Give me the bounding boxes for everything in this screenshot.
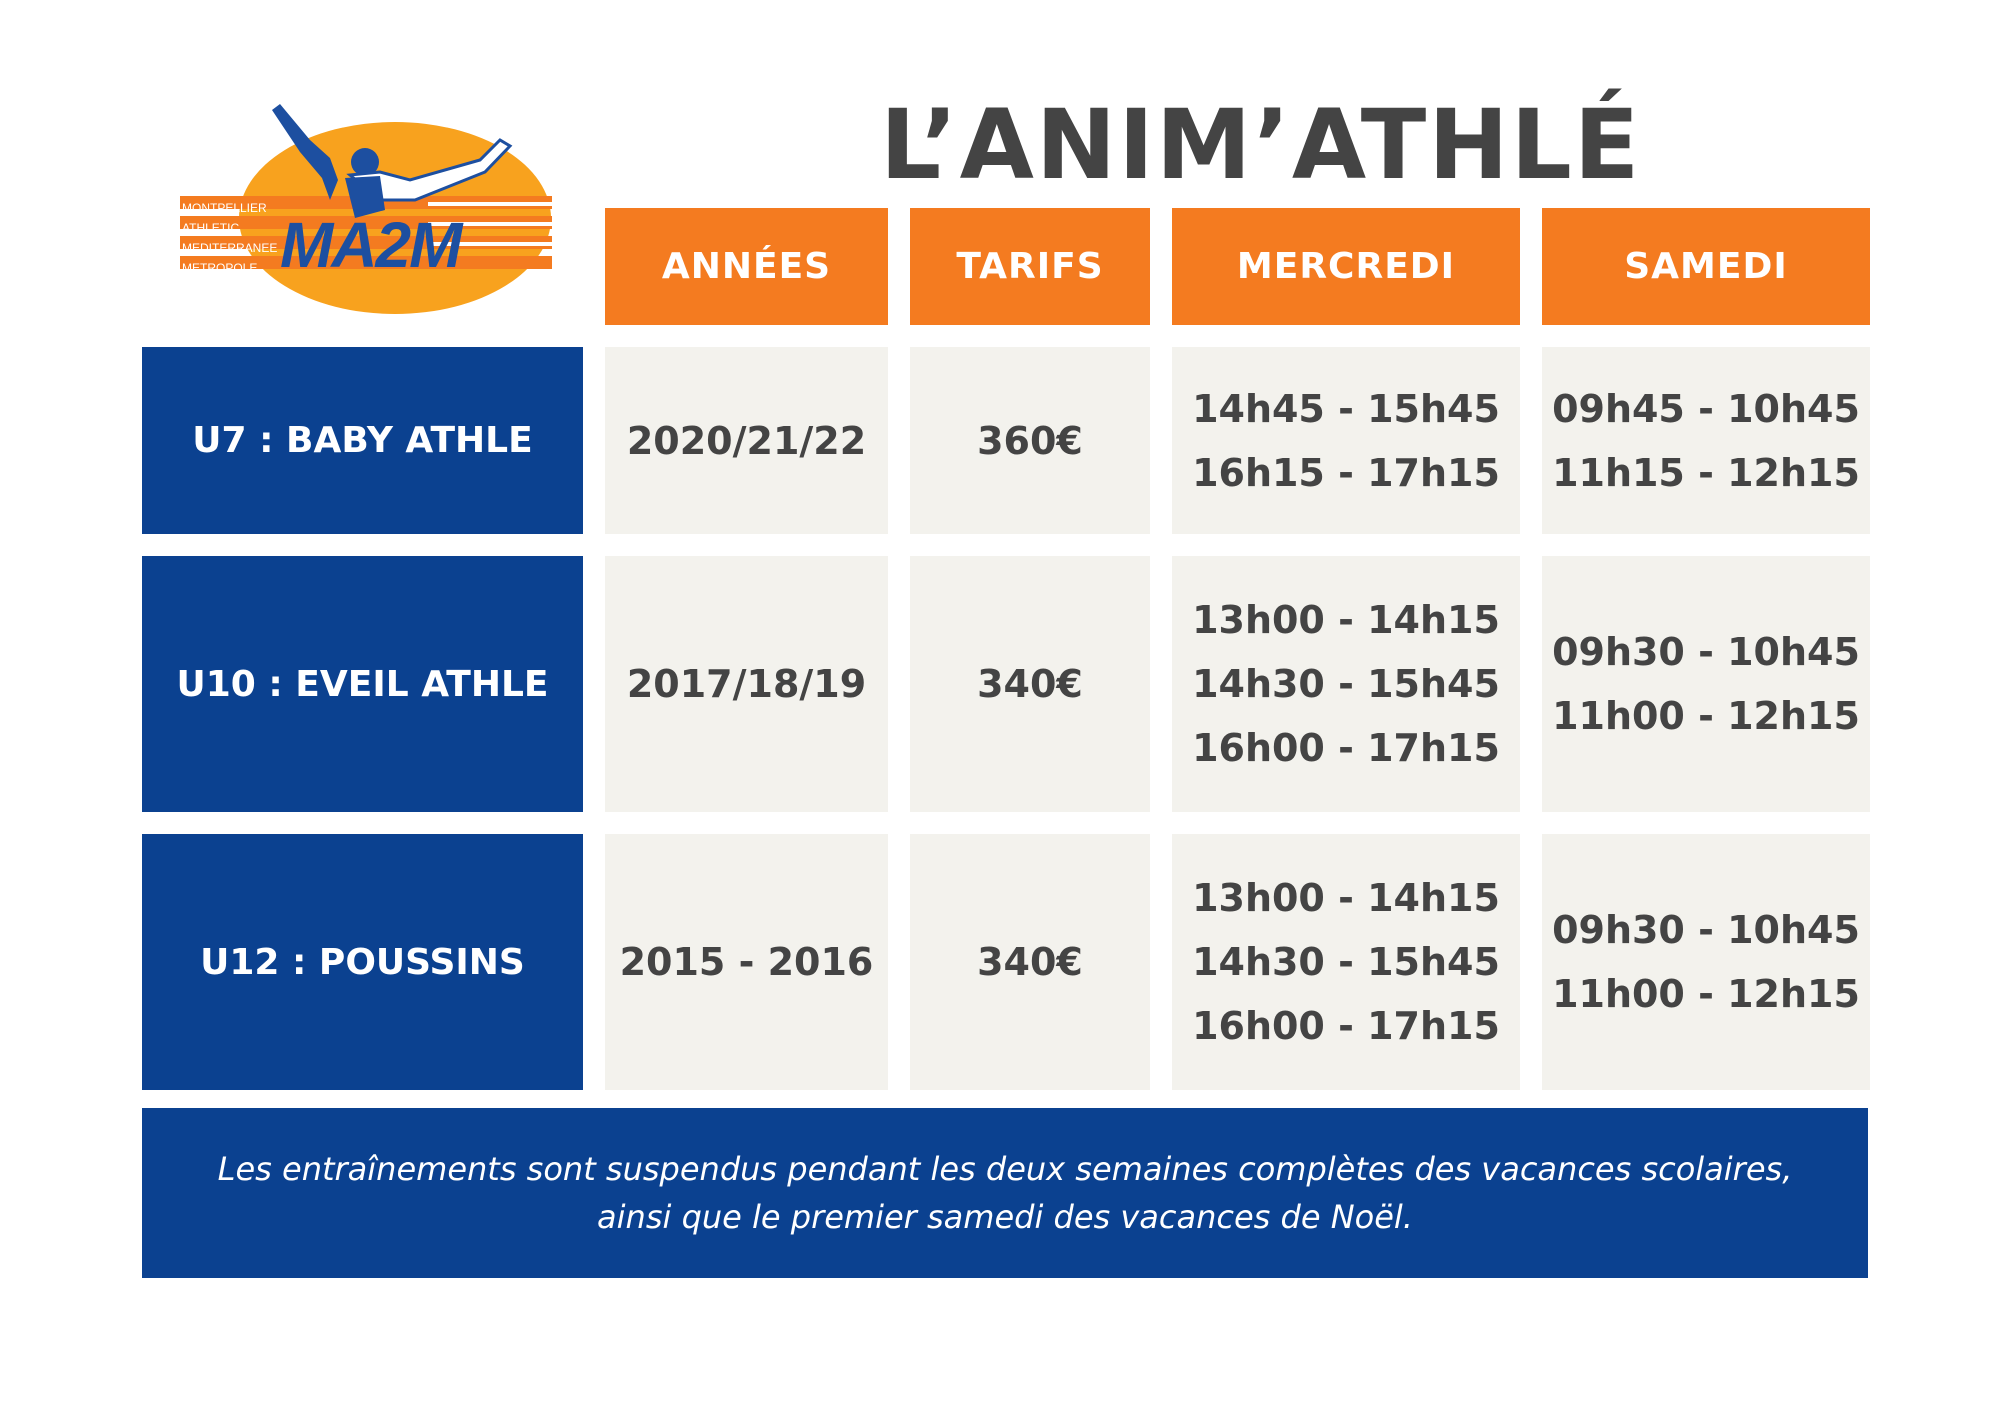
cell-wednesday <box>1172 556 1520 812</box>
note-line: Les entraînements sont suspendus pendant les deux semaines complètes des vacances scolaires, <box>217 1150 1793 1188</box>
years-value: 2017/18/19 <box>626 662 867 706</box>
note-line: ainsi que le premier samedi des vacances de Noël. <box>597 1198 1413 1236</box>
time-slot: 16h00 - 17h15 <box>1192 1004 1500 1048</box>
cell-wednesday <box>1172 834 1520 1090</box>
time-slot: 14h30 - 15h45 <box>1192 662 1500 706</box>
time-slot: 11h00 - 12h15 <box>1552 694 1860 738</box>
price-value: 340€ <box>977 662 1083 706</box>
years-value: 2015 - 2016 <box>619 940 874 984</box>
schedule-note <box>142 1108 1868 1278</box>
row-label-u12: U12 : POUSSINS <box>142 834 583 1090</box>
years-value: 2020/21/22 <box>626 418 867 463</box>
cell-price <box>910 834 1150 1090</box>
cell-years <box>605 834 888 1090</box>
club-logo <box>180 100 552 320</box>
cell-saturday <box>1542 834 1870 1090</box>
row-label-u10: U10 : EVEIL ATHLE <box>142 556 583 812</box>
logo-line: METROPOLE <box>182 261 258 275</box>
cell-years <box>605 347 888 534</box>
logo-monogram: MA2M <box>280 209 461 281</box>
cell-years <box>605 556 888 812</box>
time-slot: 09h30 - 10h45 <box>1552 908 1860 952</box>
time-slot: 09h45 - 10h45 <box>1552 386 1860 431</box>
cell-saturday <box>1542 347 1870 534</box>
logo-line: MONTPELLIER <box>182 201 267 215</box>
cell-price <box>910 347 1150 534</box>
cell-wednesday <box>1172 347 1520 534</box>
time-slot: 14h45 - 15h45 <box>1192 386 1500 431</box>
header-wednesday: MERCREDI <box>1172 208 1520 325</box>
header-years: ANNÉES <box>605 208 888 325</box>
page-title: L’ANIM’ATHLÉ <box>880 89 1642 201</box>
logo-line: ATHLETIC <box>182 221 240 235</box>
price-value: 360€ <box>977 418 1083 463</box>
time-slot: 14h30 - 15h45 <box>1192 940 1500 984</box>
time-slot: 13h00 - 14h15 <box>1192 598 1500 642</box>
header-price: TARIFS <box>910 208 1150 325</box>
time-slot: 11h15 - 12h15 <box>1552 450 1860 495</box>
time-slot: 16h15 - 17h15 <box>1192 450 1500 495</box>
time-slot: 09h30 - 10h45 <box>1552 630 1860 674</box>
time-slot: 11h00 - 12h15 <box>1552 972 1860 1016</box>
time-slot: 13h00 - 14h15 <box>1192 876 1500 920</box>
cell-price <box>910 556 1150 812</box>
row-label-u7: U7 : BABY ATHLE <box>142 347 583 534</box>
logo-line: MEDITERRANEE <box>182 241 278 255</box>
time-slot: 16h00 - 17h15 <box>1192 726 1500 770</box>
price-value: 340€ <box>977 940 1083 984</box>
cell-saturday <box>1542 556 1870 812</box>
header-saturday: SAMEDI <box>1542 208 1870 325</box>
